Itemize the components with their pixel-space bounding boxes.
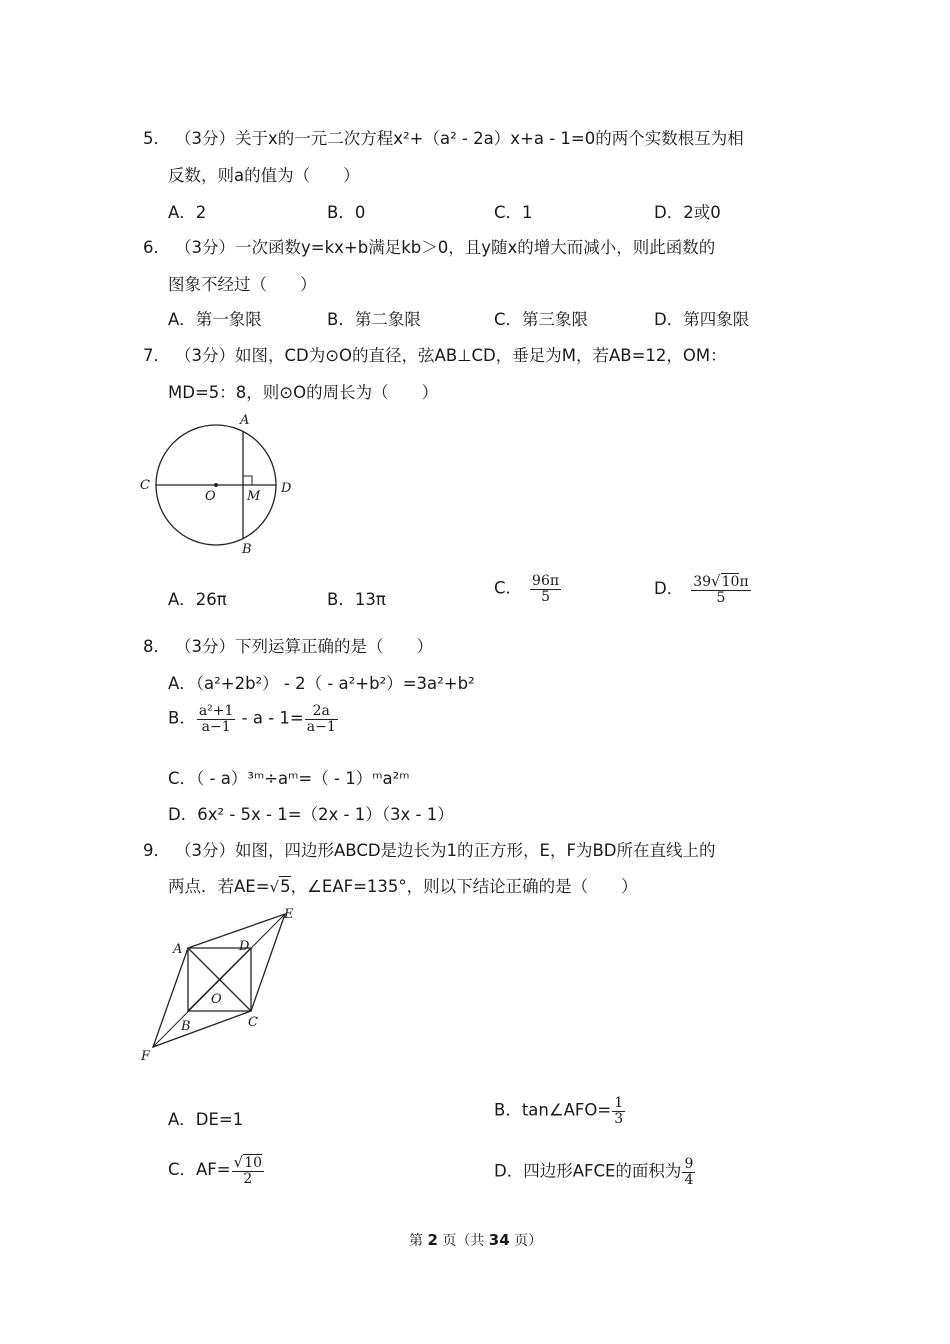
q6-option-d: D．第四象限: [654, 310, 750, 329]
q8-option-b-label: B．: [168, 708, 196, 728]
footer-page-number: 2: [427, 1231, 438, 1249]
q9-option-b-denominator: 3: [614, 1110, 624, 1127]
q7-number: 7．: [143, 346, 170, 365]
q9-square-figure: [135, 902, 310, 1067]
q6-option-a: A．第一象限: [168, 310, 262, 329]
q7-option-d-radicand: 10: [721, 574, 740, 590]
line-ef: [153, 914, 285, 1047]
label-b: B: [242, 542, 252, 557]
sqrt-icon: √: [711, 572, 721, 590]
q9-option-d-denominator: 4: [684, 1171, 694, 1188]
q9-stem-line2-start: 两点．若AE=: [168, 877, 270, 896]
q7-option-c: [494, 574, 562, 604]
q7-option-c-denominator: 5: [541, 588, 550, 605]
q8-option-a: A．（a²+2b²） - 2（ - a²+b²）=3a²+b²: [168, 674, 475, 693]
q9-stem-line1: （3分）如图，四边形ABCD是边长为1的正方形，E，F为BD所在直线上的: [175, 841, 716, 860]
label-b: B: [181, 1019, 191, 1034]
q6-stem-line2: 图象不经过（ ）: [168, 275, 317, 294]
q7-option-d-pi: π: [739, 574, 749, 590]
right-angle-mark: [243, 476, 252, 485]
q8-option-b-right-numerator: 2a: [305, 704, 338, 720]
q5-option-d: D．2或0: [654, 203, 721, 222]
label-d: D: [281, 481, 292, 496]
q9-option-b-fraction: [612, 1096, 625, 1126]
label-o: O: [205, 489, 216, 504]
label-m: M: [247, 489, 261, 504]
sqrt-icon: √: [269, 878, 280, 896]
q6-number: 6．: [143, 238, 170, 257]
q9-stem-radicand: 5: [280, 877, 291, 896]
q7-stem-line1: （3分）如图，CD为⊙O的直径，弦AB⊥CD，垂足为M，若AB=12，OM：: [175, 346, 727, 365]
label-d: D: [239, 939, 250, 954]
q8-number: 8．: [143, 637, 170, 656]
q9-number: 9．: [143, 841, 170, 860]
q7-option-d-coef: 39: [693, 574, 712, 590]
q9-option-c-fraction: [232, 1155, 264, 1186]
label-f: F: [141, 1049, 151, 1064]
q7-option-b: B．13π: [327, 590, 386, 609]
footer-middle: 页（共: [442, 1233, 485, 1249]
label-c: C: [248, 1015, 258, 1030]
q7-option-c-numerator: 96π: [532, 573, 560, 589]
q8-option-c: C．（ - a）³ᵐ÷aᵐ=（ - 1）ᵐa²ᵐ: [168, 769, 410, 788]
q8-option-b: [168, 704, 339, 734]
q9-option-c-numerator: [232, 1155, 264, 1172]
q5-option-b: B．0: [327, 203, 366, 222]
q9-option-a: A．DE=1: [168, 1110, 244, 1129]
q7-option-d: [654, 574, 752, 605]
q9-option-d-fraction: [682, 1157, 695, 1187]
q8-option-b-middle: - a - 1=: [236, 708, 304, 728]
q6-option-b: B．第二象限: [327, 310, 421, 329]
q9-option-c-denominator: 2: [243, 1170, 253, 1187]
q7-option-d-fraction: [691, 574, 750, 605]
footer-suffix: 页）: [514, 1233, 543, 1249]
q9-stem-line2: [168, 873, 638, 897]
q7-option-d-label: D．: [654, 579, 684, 599]
q9-option-b-numerator: 1: [614, 1095, 624, 1111]
q8-option-b-right-fraction: [305, 704, 338, 734]
footer-prefix: 第: [409, 1233, 423, 1249]
q7-option-d-denominator: 5: [716, 589, 726, 606]
q7-stem-line2: MD=5：8，则⊙O的周长为（ ）: [168, 383, 439, 402]
q8-option-b-right-denominator: a−1: [306, 718, 336, 735]
q5-option-a: A．2: [168, 203, 207, 222]
q8-option-d: D．6x² - 5x - 1=（2x - 1）（3x - 1）: [168, 805, 454, 824]
q9-option-b: [494, 1096, 626, 1126]
q5-stem-line2: 反数，则a的值为（ ）: [168, 166, 360, 185]
q9-option-b-label: B．tan∠AFO=: [494, 1100, 612, 1120]
q9-option-c-radicand: 10: [244, 1155, 263, 1171]
q7-option-c-fraction: [530, 574, 561, 604]
label-c: C: [140, 478, 150, 493]
sqrt-icon: √: [233, 1153, 244, 1171]
q7-option-c-label: C．: [494, 578, 523, 598]
label-o: O: [211, 992, 222, 1007]
q8-option-b-left-fraction: [197, 704, 236, 734]
q7-option-a: A．26π: [168, 590, 227, 609]
center-dot: [214, 483, 218, 487]
q9-option-d-label: D．四边形AFCE的面积为: [494, 1161, 682, 1181]
footer-total-pages: 34: [488, 1231, 510, 1249]
q5-stem-line1: （3分）关于x的一元二次方程x²+（a² - 2a）x+a - 1=0的两个实数根互为相: [175, 129, 744, 148]
q9-option-c: [168, 1155, 265, 1186]
q7-circle-figure: [130, 405, 310, 560]
label-a: A: [173, 942, 183, 957]
q8-option-b-left-denominator: a−1: [201, 718, 231, 735]
q8-stem: （3分）下列运算正确的是（ ）: [175, 637, 433, 656]
q5-option-c: C．1: [494, 203, 533, 222]
q7-option-d-numerator: [691, 574, 750, 591]
q6-option-c: C．第三象限: [494, 310, 589, 329]
q5-number: 5．: [143, 129, 170, 148]
page-footer: [409, 1230, 542, 1250]
q9-option-d-numerator: 9: [684, 1156, 694, 1172]
q9-option-d: [494, 1157, 696, 1187]
q6-stem-line1: （3分）一次函数y=kx+b满足kb＞0，且y随x的增大而减小，则此函数的: [175, 238, 716, 257]
label-e: E: [284, 907, 294, 922]
q8-option-b-left-numerator: a²+1: [198, 703, 234, 719]
q9-option-c-label: C．AF=: [168, 1160, 231, 1180]
label-a: A: [240, 413, 250, 428]
q9-stem-line2-end: ，∠EAF=135°，则以下结论正确的是（ ）: [290, 877, 638, 896]
